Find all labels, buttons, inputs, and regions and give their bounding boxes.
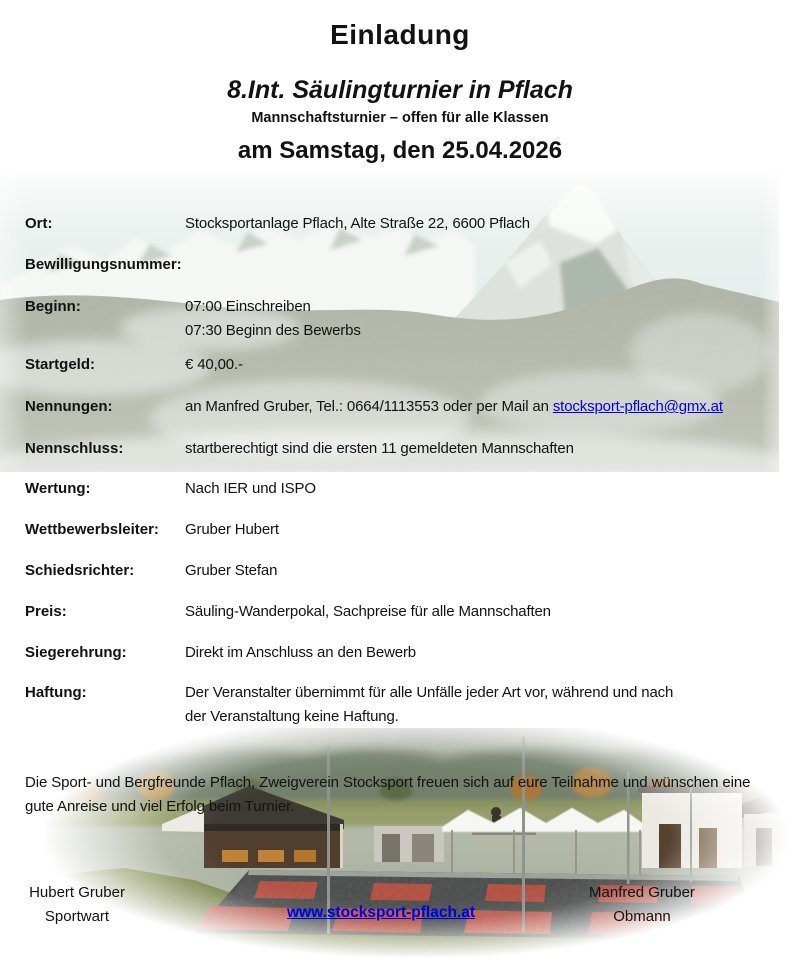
row-label: Bewilligungsnummer: <box>25 256 182 273</box>
page-title: Einladung <box>330 19 470 50</box>
signature-left-role: Sportwart <box>44 908 110 925</box>
row-value <box>185 395 780 419</box>
haftung-line-1: Der Veranstalter übernimmt für alle Unfälle jeder Art vor, während und nach <box>185 684 674 701</box>
signature-right <box>580 881 704 929</box>
row-label: Wertung: <box>25 480 91 497</box>
row-value: Nach IER und ISPO <box>185 480 316 497</box>
row-label: Wettbewerbsleiter: <box>25 521 159 538</box>
row-label: Schiedsrichter: <box>25 562 135 579</box>
signature-right-role: Obmann <box>613 908 671 925</box>
row-value: Stocksportanlage Pflach, Alte Straße 22, 6600 Pflach <box>185 215 530 232</box>
haftung-line-2: der Veranstaltung keine Haftung. <box>185 708 399 725</box>
closing-paragraph: Die Sport- und Bergfreunde Pflach, Zweigverein Stocksport freuen sich auf eure Teilnahme und wünschen eine gute Anreise und viel Erfolg beim Turnier. <box>25 774 751 815</box>
email-link[interactable]: stocksport-pflach@gmx.at <box>552 398 723 415</box>
row-value: Direkt im Anschluss an den Bewerb <box>185 644 416 661</box>
beginn-line-1: 07:00 Einschreiben <box>185 298 311 315</box>
row-label: Siegerehrung: <box>25 644 127 661</box>
signature-right-name: Manfred Gruber <box>589 884 695 901</box>
row-value <box>185 295 780 343</box>
event-subtitle: Mannschaftsturnier – offen für alle Klassen <box>251 110 549 126</box>
row-label: Startgeld: <box>25 356 96 373</box>
signature-left-name: Hubert Gruber <box>29 884 125 901</box>
nennungen-text: an Manfred Gruber, Tel.: 0664/1113553 oder per Mail an <box>185 398 553 415</box>
signature-left <box>22 881 132 929</box>
row-value: Gruber Hubert <box>185 521 279 538</box>
row-label: Haftung: <box>25 684 87 701</box>
row-label: Nennschluss: <box>25 440 124 457</box>
event-date: am Samstag, den 25.04.2026 <box>237 137 563 164</box>
event-title: 8.Int. Säulingturnier in Pflach <box>227 76 573 104</box>
beginn-line-2: 07:30 Beginn des Bewerbs <box>185 322 361 339</box>
row-label: Beginn: <box>25 298 81 315</box>
row-label: Preis: <box>25 603 67 620</box>
row-value: startberechtigt sind die ersten 11 gemeldeten Mannschaften <box>185 440 574 457</box>
row-value <box>185 681 780 729</box>
row-value: € 40,00.- <box>185 356 243 373</box>
row-value: Gruber Stefan <box>185 562 278 579</box>
website-link[interactable]: www.stocksport-pflach.at <box>287 904 476 921</box>
row-label: Ort: <box>25 215 53 232</box>
details-section <box>25 0 780 970</box>
row-label: Nennungen: <box>25 398 113 415</box>
row-value: Säuling-Wanderpokal, Sachpreise für alle Mannschaften <box>185 603 551 620</box>
